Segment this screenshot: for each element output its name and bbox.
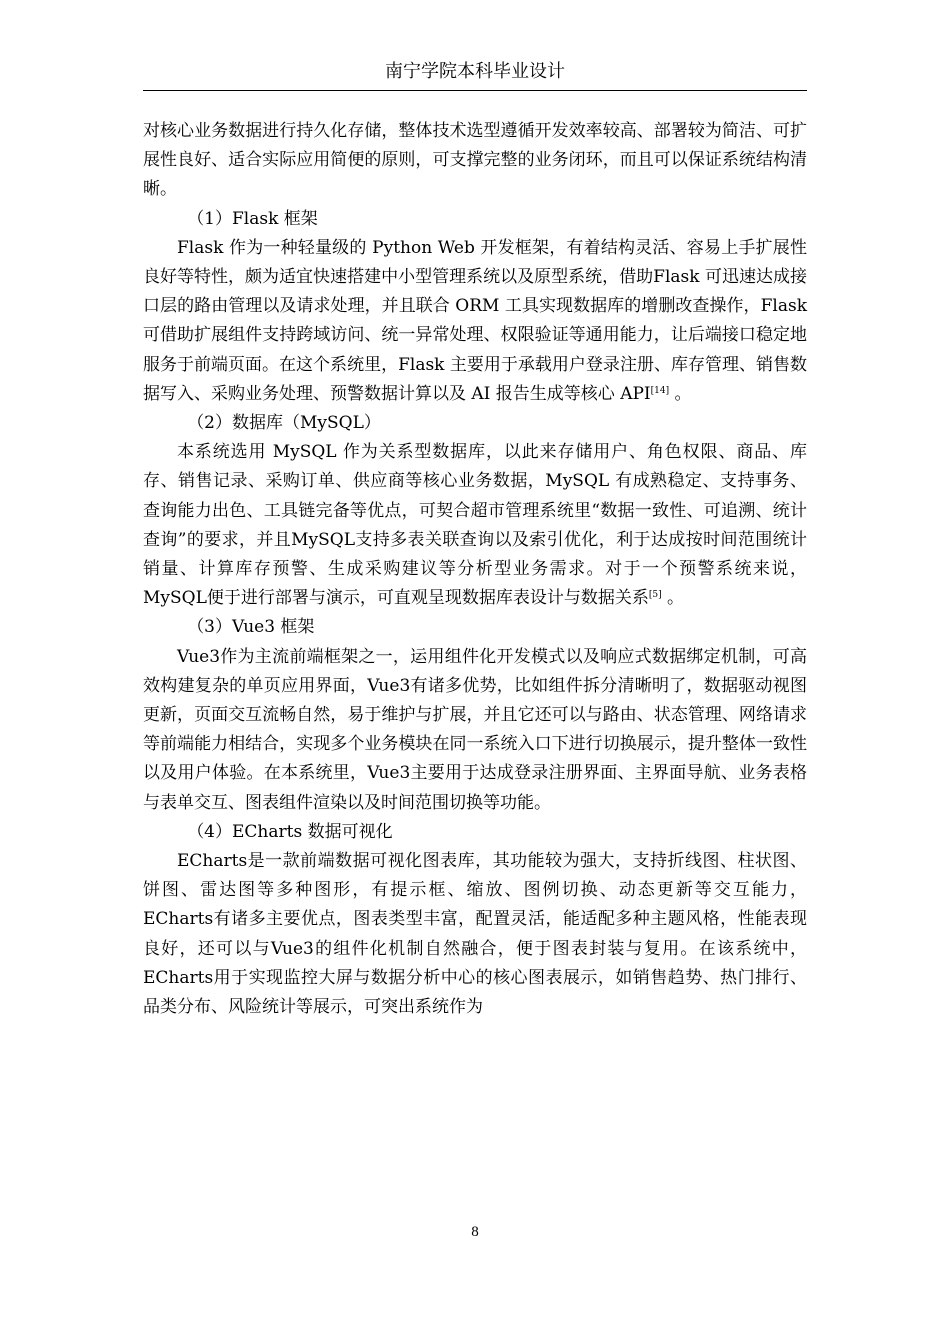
page-header: 南宁学院本科毕业设计 [143, 58, 807, 91]
citation-5: [5] [648, 590, 662, 601]
paragraph-flask-text: Flask 作为一种轻量级的 Python Web 开发框架，有着结构灵活、容易上手扩展性良好等特性，颇为适宜快速搭建中小型管理系统以及原型系统，借助Flask 可迅速达成接口层的路由管理以及请求处理，并且联合 ORM 工具实现数据库的增删改查操作，Flask 可借助扩展组件支持跨域访问、统一异常处理、权限验证等通用能力，让后端接口稳定地服务于前端页面。在这个系统里，Flask 主要用于承载用户登录注册、库存管理、销售数据写入、采购业务处理、预警数据计算以及 AI 报告生成等核心 API [143, 237, 807, 404]
page-number: 8 [471, 1224, 479, 1240]
section-heading-mysql: （2）数据库（MySQL） [187, 413, 381, 434]
paragraph-intro: 对核心业务数据进行持久化存储，整体技术选型遵循开发效率较高、部署较为简洁、可扩展性良好、适合实际应用简便的原则，可支撑完整的业务闭环，而且可以保证系统结构清晰。 [143, 121, 807, 200]
citation-14: [14] [650, 385, 670, 396]
document-body [143, 117, 807, 1022]
section-heading-vue3: （3）Vue3 框架 [187, 617, 315, 638]
paragraph-flask-end: 。 [669, 383, 692, 404]
section-heading-echarts: （4）ECharts 数据可视化 [187, 821, 393, 842]
paragraph-mysql-text: 本系统选用 MySQL 作为关系型数据库，以此来存储用户、角色权限、商品、库存、销售记录、采购订单、供应商等核心业务数据，MySQL 有成熟稳定、支持事务、查询能力出色、工具链完备等优点，可契合超市管理系统里“数据一致性、可追溯、统计查询”的要求，并且MySQL支持多表关联查询以及索引优化，利于达成按时间范围统计销量、计算库存预警、生成采购建议等分析型业务需求。对于一个预警系统来说，MySQL便于进行部署与演示，可直观呈现数据库表设计与数据关系 [143, 442, 807, 609]
paragraph-vue3: Vue3作为主流前端框架之一，运用组件化开发模式以及响应式数据绑定机制，可高效构建复杂的单页应用界面，Vue3有诸多优势，比如组件拆分清晰明了，数据驱动视图更新，页面交互流畅自然，易于维护与扩展，并且它还可以与路由、状态管理、网络请求等前端能力相结合，实现多个业务模块在同一系统入口下进行切换展示，提升整体一致性以及用户体验。在本系统里，Vue3主要用于达成登录注册界面、主界面导航、业务表格与表单交互、图表组件渲染以及时间范围切换等功能。 [143, 646, 807, 813]
paragraph-flask [143, 234, 807, 409]
paragraph-echarts: ECharts是一款前端数据可视化图表库，其功能较为强大，支持折线图、柱状图、饼图、雷达图等多种图形，有提示框、缩放、图例切换、动态更新等交互能力，ECharts有诸多主要优点，图表类型丰富，配置灵活，能适配多种主题风格，性能表现良好，还可以与Vue3的组件化机制自然融合，便于图表封装与复用。在该系统中，ECharts用于实现监控大屏与数据分析中心的核心图表展示，如销售趋势、热门排行、品类分布、风险统计等展示，可突出系统作为 [143, 851, 807, 1018]
paragraph-mysql [143, 438, 807, 613]
section-heading-flask: （1）Flask 框架 [187, 208, 318, 229]
paragraph-mysql-end: 。 [661, 588, 685, 609]
